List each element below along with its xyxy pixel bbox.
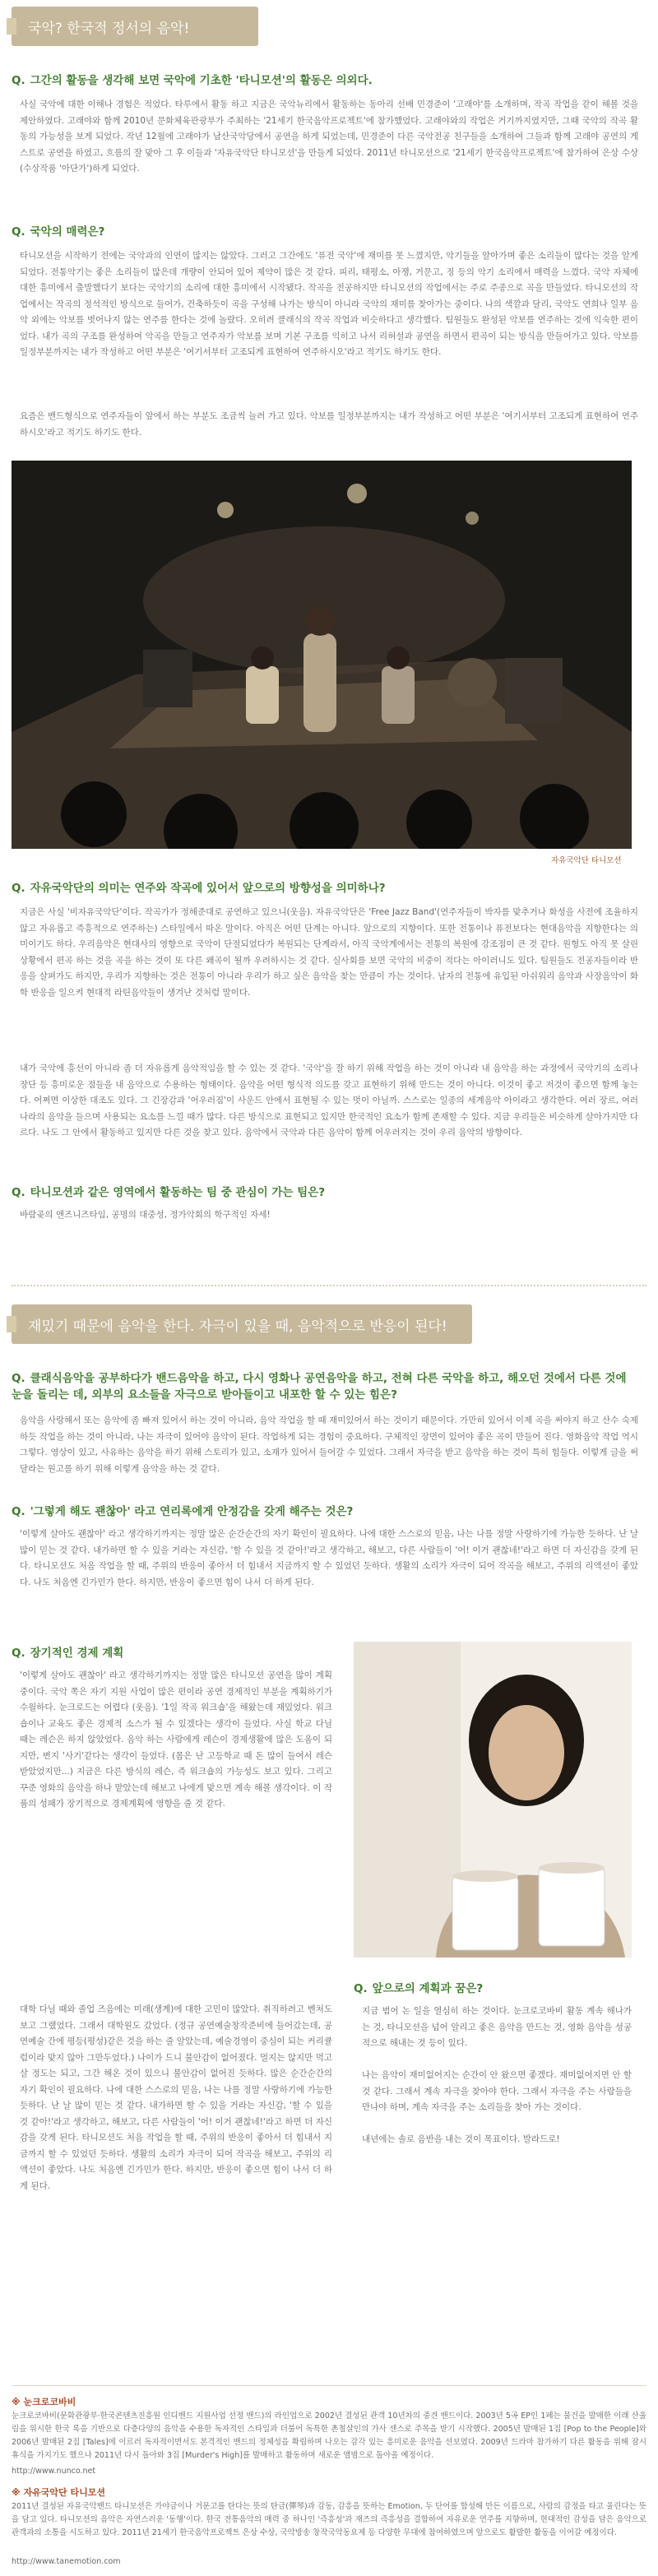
answer-paragraph: 나는 음악이 재미없어지는 순간이 안 왔으면 좋겠다. 재미없어지면 안 할 것 같다. 그래서 계속 자극을 찾아야 한다. 그래서 자극을 주는 사람들을 만나야 하며, 계속 자극을 주는 소리들을 찾아 가는 것이다. (362, 2070, 632, 2112)
answer-paragraph: '이렇게 살아도 괜찮아' 라고 생각하기까지는 정말 많은 타니모션 공연을 많이 계획 중이다. 국악 쪽은 자기 지원 사업이 많은 편이라 공연 경제적인 부분을 계획하기가 수월하다. 눈크로드는 어렵다 (웃음). '1일 작곡 워크숍'을 해왔는데 재밌었다. 워크숍이나 교육도 좋은 경제적 소스가 될 수 있겠다는 생각이 들었다. 사실 학교 다닐 때는 레슨은 하지 않았었다. 음악 하는 사람에게 레슨이 경제생활에 많은 도움이 되지만, 변지 '사기'같다는 생각이 들었다. (몸은 난 고등학교 때 돈 많이 들여서 레슨 받았었지만...) 지금은 다른 방식의 레슨, 즉 워크숍의 가능성도 보고 있다. 그리고 꾸준 영화의 음악을 하나 맡았는데 해보고 나에게 맞으면 계속 해볼 생각이다. 이 작품의 성패가 장기적으로 경제계획에 영향을 줄 것 같다. (20, 1670, 332, 1809)
question-heading: Q. '그렇게 해도 괜찮아' 라고 연리록에게 안정감을 갖게 해주는 것은? (12, 1505, 354, 1518)
answer-paragraph: 타니모션을 시작하기 전에는 국악과의 인연이 많지는 않았다. 그러고 그간에도 '퓨전 국악'에 재미를 못 느꼈지만, 악기들을 알아가며 좋은 소리들이 많다는 것을 알게 되었다. 전통악기는 좋은 소리들이 많은데 개량이 안되어 있어 제약이 많은 것 같다. 피리, 태평소, 아쟁, 거문고, 징 등의 악기 소리에서 매력을 느꼈다. 국악 자체에 대한 흥미에서 출발했다기 보다는 국악기의 소리에 대한 흥미에서 시작됐다. 작곡을 전공하지만 타니모션의 작업에서는 주로 주종으로 곡을 만들었다. 타니모션의 작업에서는 작곡의 정석적인 방식으로 들어가, 건축하듯이 곡을 구성해 나가는 방식이 아니라 국악의 재미를 찾아가는 중이다. 나의 색깔과 달리, 국악도 연희나 일부 음악 외에는 악보를 벗어나지 않는 연주를 한다는 것에 놀랐다. 오히려 클래식의 작곡 작업과 비슷하다고 생각했다. 팀원들도 완성된 악보를 연주하는 것에 익숙한 편이었다. 내가 곡의 구조를 완성하여 악곡을 만들고 연주자가 악보를 보며 기본 구조를 익히고 나서 리허설과 공연을 하면서 편곡이 되는 방식을 만들어가고 있다. 악보를 일정부분까지는 내가 작성하고 어떤 부분은 '여기서부터 고조되게 표현하여 연주하시오'라고 적기도 하기도 한다. (20, 251, 638, 357)
answer-paragraph: 사실 국악에 대한 이해나 경험은 적었다. 타루에서 활동 하고 지금은 국악뉴리에서 활동하는 동아리 선배 민경준이 '고래야'를 소개하며, 작곡 작업을 같이 해볼 것을 제안하였다. 고래야와 함께 2010년 문화체육관광부가 주최하는 '21세기 한국음악프로젝트'에 참가했었다. 고래야와의 작업은 거기까지였지만, 그때 국악의 작곡 활동의 가능성을 보게 되었다. 작년 12월에 고래야가 남산국악당에서 공연을 하게 되었는데, 민경준이 다른 국악전공 친구들을 소개하여 그들과 함께 고래야 공연의 게스트로 공연을 하였고, 흐름의 잘 맞아 그 후 이들과 '자유국악단 타니모션'을 만들게 되었다. 2011년 타니모션으로 '21세기 한국음악프로젝트'에 참가하여 은상 수상(수상작품 '아단가')하게 되었다. (20, 100, 638, 174)
question-heading: Q. 그간의 활동을 생각해 보면 국악에 기초한 '타니모션'의 활동은 의외다. (12, 74, 373, 87)
answer-paragraph: 요즘은 밴드형식으로 연주자들이 앞에서 하는 부분도 조금씩 늘려 가고 있다. 악보를 일정부분까지는 내가 작성하고 어떤 부분은 '여기서부터 고조되게 표현하여 연주하시오'라고 적기도 하기도 한다. (20, 411, 638, 438)
answer-paragraph: 대학 다닐 때와 졸업 즈음에는 미래(생계)에 대한 고민이 많았다. 취직하려고 벤처도 보고 그랬었다. 그래서 대학원도 갔었다. (정규 공연예술창작준비에 들어갔는데, 공연예술 간에 평등(평성)같은 것을 하는 줄 알았는데, 예술경영이 중심이 되는 커리큘럼이라 맞지 않아 그만두었다.) 나이가 드니 불안감이 없어졌다. 멀지는 않지만 먹고 살 정도는 되고, 그간 해온 것이 있으니 불안감이 없어진 듯하다. 많은 순간순간의 자기 확인이 필요하다. 나에 대한 스스로의 믿음, 나는 나를 정말 사랑하기에 가능한 듯하다. 난 날 많이 믿는 것 같다. 내가하면 할 수 있을 거라는 자신감, '할 수 있을 것 같아!'라고 생각하고, 해보고, 다른 사람들이 '어! 이거 괜찮네!'라고 하면 더 자신감을 갖게 된다. 타니모션도 처음 작업을 할 때, 주위의 반응이 좋아서 더 힘내서 지금까지 할 수 있었던 듯하다. 생활의 소리가 자극이 되어 작곡을 해보고, 주위의 리액션이 좋았다. 나도 처음엔 긴가민가 한다. 하지만, 반응이 좋으면 힘이 나서 더 하게 된다. (20, 2004, 332, 2191)
section-banner-1 (12, 7, 258, 46)
question-heading: Q. 클래식음악을 공부하다가 밴드음악을 하고, 다시 영화나 공연음악을 하고, 전혀 다른 국악을 하고, 해오던 것에서 다른 것에 눈을 돌리는 데, 외부의 요소들을 자극으로 받아들이고 내포한 할 수 있는 힘은? (12, 1372, 627, 1402)
answer-paragraph: 바람곶의 앤즈니즈타임, 공명의 대중성, 정가악회의 학구적인 자세! (20, 1210, 271, 1220)
footer-divider (12, 2385, 646, 2386)
concert-photo (12, 461, 632, 849)
question-heading: Q. 국악의 매력은? (12, 225, 105, 239)
question-heading: Q. 타니모션과 같은 영역에서 활동하는 팀 중 관심이 가는 팀은? (12, 1186, 326, 1199)
answer-paragraph: '이렇게 살아도 괜찮아' 라고 생각하기까지는 정말 많은 순간순간의 자기 확인이 필요하다. 나에 대한 스스로의 믿음, 나는 나를 정말 사랑하기에 가능한 듯하다. 난 날 많이 믿는 것 같다. 내가하면 할 수 있을 거라는 자신감, '할 수 있을 것 같아!'라고 생각하고, 해보고, 다른 사람들이 '어! 이거 괜찮네!'라고 하면 더 자신감을 갖게 된다. 타니모션도 처음 작업을 할 때, 주위의 반응이 좋아서 더 힘내서 지금까지 할 수 있었던 듯하다. 생활의 소리가 자극이 되어 작곡을 해보고, 주위의 리액션이 좋았다. 나도 처음엔 긴가민가 한다. 하지만, 반응이 좋으면 힘이 나서 더 하게 된다. (20, 1529, 638, 1587)
answer-paragraph: 음악을 사랑해서 또는 음악에 좀 빠져 있어서 하는 것이 아니라, 음악 작업을 할 때 재미있어서 하는 것이기 때문이다. 가만히 있어서 이제 곡을 써야지 하고 산수 숙제 하듯 작업을 하는 것이 아니라, 나는 자극이 있어야 음악이 된다. 작업하게 되는 경험이 중요하다. 구체적인 장면이 있어야 좋은 곡이 만들어 진다. 영화음악 작업 역시 그렇다. 영상이 있고, 사유하는 음악을 하기 위해 스토리가 있고, 소재가 있어서 들어갈 수 있었다. 그래서 자극을 받고 음악을 하는 것이 특히 힘들다. 이렇게 글을 써달라는 원고를 하기 위해 이렇게 음악을 하는 것 같다. (20, 1415, 638, 1474)
footer-link[interactable]: http://www.tanemotion.com (12, 2557, 121, 2566)
question-heading: Q. 장기적인 경제 계획 (12, 1647, 124, 1660)
footer-paragraph: 2011년 결성된 자유국악밴드 타니모션은 가야금이나 거문고를 탄다는 뜻의 탄금(彈琴)과 감동, 감흥을 뜻하는 Emotion, 두 단어를 합성해 만든 이름으로, 사람의 감정을 타고 울린다는 뜻을 담고 있다. 타니모션의 음악은 자연스러운 '동행'이다. 한국 전통음악의 매력 중 하나인 '즉흥성'과 재즈의 즉흥성을 결합하여 자유로운 연주를 지향하며, 현대적인 감성을 담은 음악으로 관객과의 소통을 시도하고 있다. 2011년 21세기 한국음악프로젝트 은상 수상, 국악방송 창작국악동요제 등 다양한 무대에 참여하였으며 앞으로도 활발한 활동을 이어갈 예정이다. (12, 2502, 646, 2537)
stage-illustration (12, 461, 632, 849)
footer-link[interactable]: http://www.nunco.net (12, 2467, 96, 2476)
banner-title: 재밌기 때문에 음악을 한다. 자극이 있을 때, 음악적으로 반응이 된다! (28, 1318, 447, 1335)
footer-paragraph: 눈크로코바비(문화관광부·한국콘텐츠진흥원 인디밴드 지원사업 선정 밴드)의 라인업으로 2002년 결성된 관객 10년차의 중견 밴드이다. 2003년 5곡 EP인 1페는 물건을 발매한 이래 산울림을 위시한 한국 록을 기반으로 다층다양의 음악을 수용한 독자적인 스타일과 더불어 독특한 촌철살인의 가사 센스로 주목을 받기 시작했다. 2005년 발매된 1집 [Pop to the People]와 2006년 발매된 2집 [Tales]에 이르러 독자적이면서도 본격적인 밴드의 정체성을 확립하며 나오는 감각 있는 흥미로운 음악을 선보였다. 2009년 드라마 참가하기 다른 활동을 위해 잠시 휴식을 가지기도 했으나 2011년 다시 돌아와 3집 [Murder's High]를 발매하고 활동하며 새로운 앨범으로 돌아올 예정이다. (12, 2412, 646, 2460)
answer-paragraph: 지금 범어 논 일을 열심히 하는 것이다. 눈크로코바비 활동 계속 해나가는 것, 타니모션을 넘어 알리고 좋은 음악을 만드는 것, 영화 음악을 성공적으로 해내는 것 등이 있다. (362, 2006, 632, 2048)
footer-title: ※ 눈크로코바비 (12, 2397, 76, 2407)
answer-paragraph: 내년에는 솔로 음반을 내는 것이 목표이다. 발라드로! (362, 2134, 560, 2144)
question-heading: Q. 앞으로의 계획과 꿈은? (354, 1982, 484, 1995)
interview-illustration (354, 1642, 632, 1957)
banner-title: 국악? 한국적 정서의 음악! (28, 20, 190, 37)
section-divider (12, 1285, 646, 1289)
answer-paragraph: 지금은 사실 '비자유국악단'이다. 작곡가가 정해준대로 공연하고 있으니(웃음). 자유국악단은 'Free Jazz Band'(연주자들이 박자를 맞추거나 화성을 사전에 조율하지 않고 자유롭고 즉흥적으로 연주하는) 스타일에서 따온 말이다. 아직은 어떤 단계는 아니다. 앞으로의 지향이다. 또한 전통이나 퓨전보다는 현대음악을 지향한다는 의미이기도 하다. 우리음악은 현대사의 영향으로 국악이 단절되었다가 복원되는 단계라서, 아직 국악계에서는 전통의 복원에 강조점이 큰 것 같다. 원형도 아직 못 살린 상황에서 편곡 하는 것을 곡을 하는 것이 또 다른 왜곡이 될까 우려하시는 것 같다. 실사회를 보면 국악의 비중이 적다는 아이러니도 있다. 팀원들도 전공자들이라 반응을 살펴가도 하지만, 우리가 지향하는 것은 전통이 아니라 우리가 하고 싶은 음악을 찾는 만큼이 가는 것이다. 남자의 전통에 유입된 아쉬워리 음악과 사장음악이 화학 반응을 일으켜 현대적 라틴음악들이 생겨난 것처럼 말이다. (20, 907, 638, 998)
question-heading: Q. 자유국악단의 의미는 연주와 작곡에 있어서 앞으로의 방향성을 의미하나? (12, 882, 386, 895)
section-banner-2 (12, 1304, 472, 1344)
interview-photo (354, 1642, 632, 1957)
photo-caption: 자유국악단 타니모션 (551, 856, 622, 865)
answer-paragraph: 내가 국악에 흥선이 아니라 좀 더 자유롭게 음악적임을 할 수 있는 것 같다. '국악'을 잘 하기 위해 작업을 하는 것이 아니라 내 음악을 하는 과정에서 국악기의 소리나 장단 등 흥미로운 점들을 내 음악으로 수용하는 형태이다. 음악을 어떤 형식적 의도를 갖고 표현하기 위해 만드는 것이 아니다. 이것이 좋고 저것이 좋으면 함께 놓는다. 어쩌면 이상한 대조도 있다. 그 긴장감과 '어우러짐'이 사운드 안에서 표현될 수 있는 멋이 아닐까. 스스로는 일종의 세계음악 아이라고 생각한다. 여러 장르, 여러 나라의 음악을 들으며 사용되는 요소를 느낄 때가 많다. 다른 방식으로 표현되고 있지만 한국적인 요소가 함께 존재할 수 있다. 지금 우리들은 비슷하게 살아가지만 다르다. 나도 그 안에서 활동하고 있지만 다른 것을 찾고 있다. 음악에서 국악과 다른 음악이 함께 어우러지는 것이 우리 음악의 방향이다. (20, 1063, 638, 1137)
footer-title: ※ 자유국악단 타니모션 (12, 2487, 105, 2498)
